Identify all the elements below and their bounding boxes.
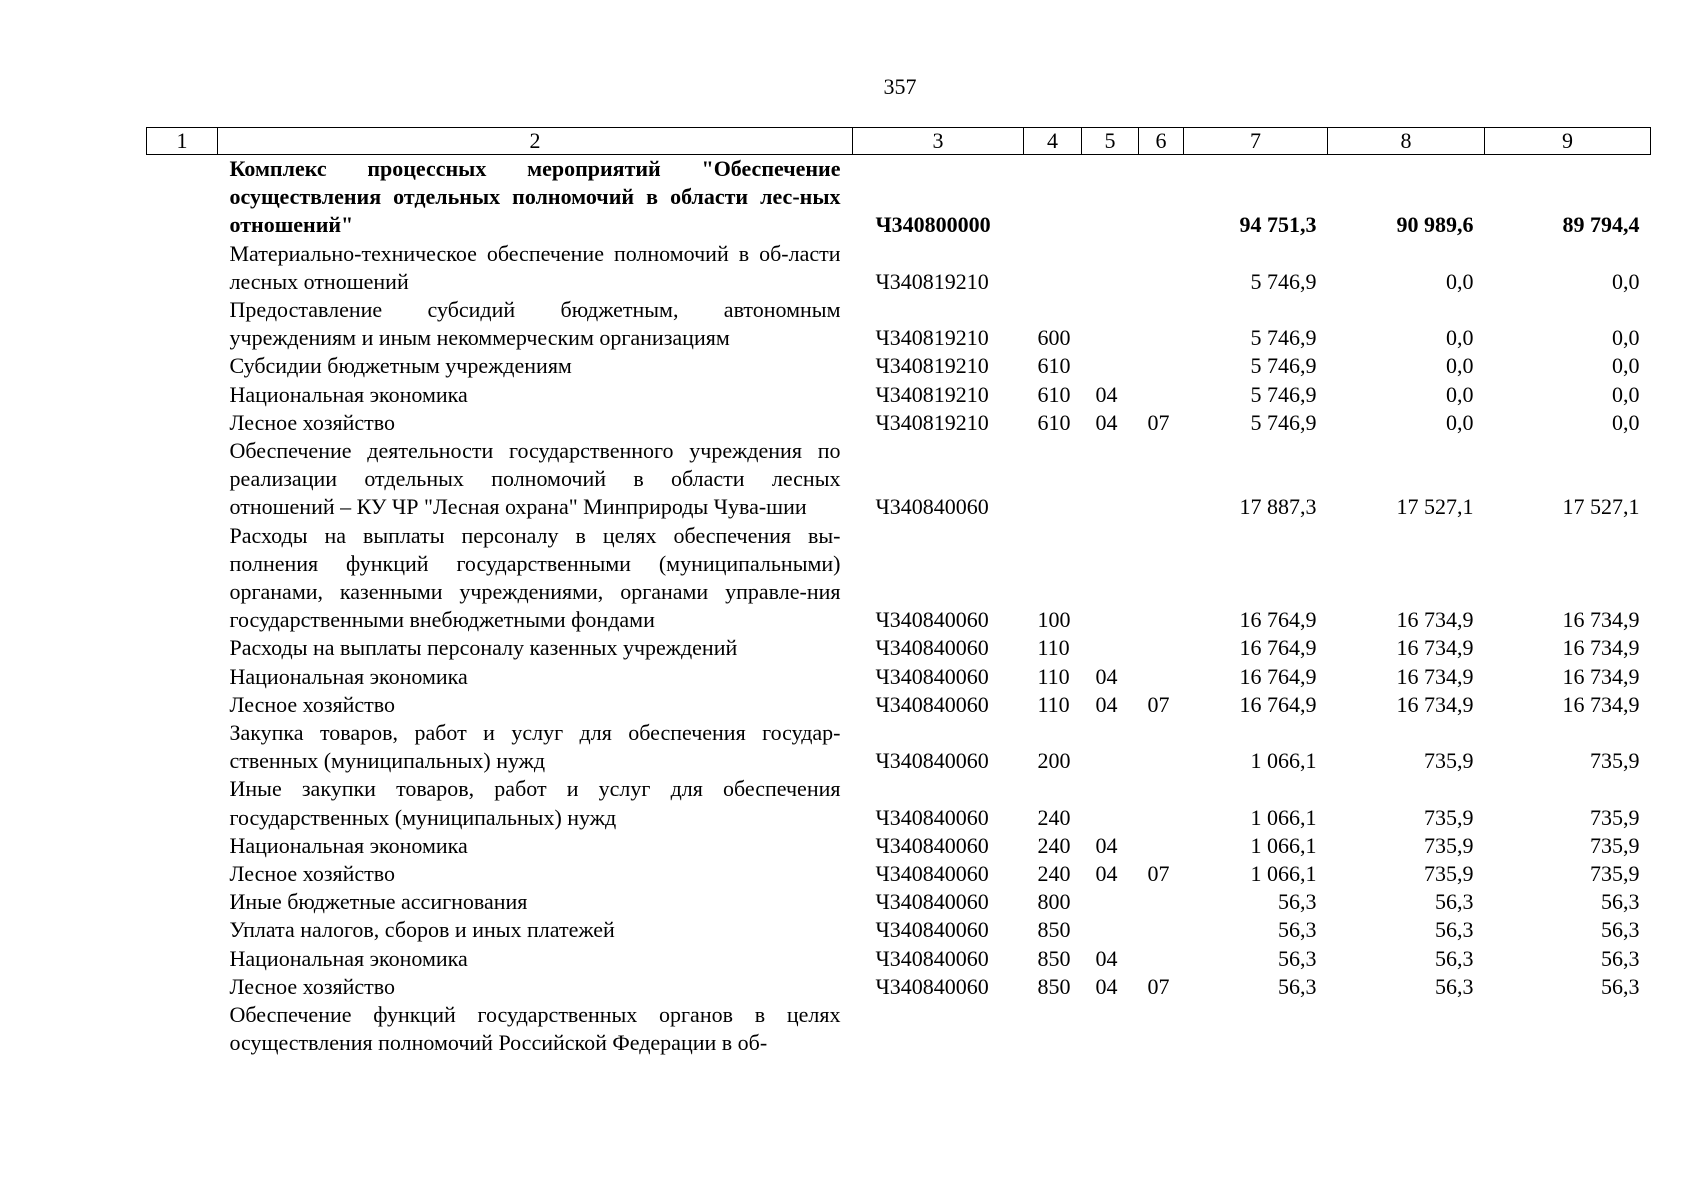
row-target-article-code: Ч340819210 [875,353,989,379]
row-amount-col9: 89 794,4 [1562,212,1640,238]
row-amount-col7: 94 751,3 [1239,212,1317,238]
row-target-article-code: Ч340840060 [875,494,989,520]
row-expense-type-code: 800 [1037,889,1071,915]
row-section-code [1082,352,1139,380]
table-row [147,973,1651,1001]
row-amount-col8: 16 734,9 [1396,663,1474,689]
row-subsection-code [1139,775,1184,831]
table-row [147,691,1651,719]
row-index-cell [147,775,218,831]
row-index-cell [147,973,218,1001]
row-section-code [1082,719,1139,775]
row-amount-col7: 5 746,9 [1250,381,1317,407]
row-amount-col9: 56,3 [1601,917,1640,943]
row-section-code [1082,888,1139,916]
row-amount-col9: 0,0 [1612,325,1640,351]
row-subsection-code [1139,296,1184,352]
row-name: Комплекс процессных мероприятий "Обеспечение осуществления отдельных полномочий в области лес-ных отношений" [229,156,841,238]
row-index-cell [147,409,218,437]
row-section-code [1082,437,1139,522]
row-expense-type-code: 610 [1037,381,1071,407]
table-row [147,663,1651,691]
row-amount-col9: 0,0 [1612,409,1640,435]
row-index-cell [147,916,218,944]
row-expense-type-code: 110 [1037,663,1070,689]
row-amount-col7: 5 746,9 [1250,325,1317,351]
column-number-7: 7 [1184,128,1328,155]
row-index-cell [147,888,218,916]
column-number-4: 4 [1024,128,1082,155]
row-name: Иные бюджетные ассигнования [229,889,528,915]
row-index-cell [147,381,218,409]
row-section-code [1082,155,1139,240]
row-amount-col7: 56,3 [1278,973,1317,999]
row-name: Расходы на выплаты персоналу в целях обеспечения вы-полнения функций государственными (муниципальными) органами, казенными учреждениями, органами управле-ния государственными внебюджетными фондами [229,522,841,633]
row-section-code [1082,634,1139,662]
row-amount-col9: 735,9 [1590,861,1640,887]
budget-table [146,127,1651,1058]
row-section-code: 04 [1095,691,1118,717]
table-row [147,888,1651,916]
row-amount-col7: 56,3 [1278,889,1317,915]
row-name: Национальная экономика [229,663,468,689]
row-name: Предоставление субсидий бюджетным, автономным учреждениям и иным некоммерческим организациям [229,297,841,351]
row-section-code [1082,240,1139,296]
row-name: Лесное хозяйство [229,409,396,435]
row-target-article-code: Ч340819210 [875,268,989,294]
row-target-article-code: Ч340840060 [875,861,989,887]
column-number-3: 3 [853,128,1024,155]
row-index-cell [147,437,218,522]
row-subsection-code [1139,352,1184,380]
row-expense-type-code: 100 [1037,607,1071,633]
row-target-article-code: Ч340819210 [875,325,989,351]
row-target-article-code: Ч340840060 [875,691,989,717]
row-index-cell [147,719,218,775]
row-expense-type-code: 610 [1037,353,1071,379]
row-index-cell [147,240,218,296]
row-target-article-code: Ч340840060 [875,607,989,633]
row-amount-col9: 16 734,9 [1562,607,1640,633]
row-index-cell [147,296,218,352]
row-amount-col8: 56,3 [1435,889,1474,915]
row-expense-type-code: 850 [1037,917,1071,943]
row-amount-col8: 16 734,9 [1396,691,1474,717]
row-target-article-code: Ч340840060 [875,804,989,830]
row-amount-col7: 1 066,1 [1250,832,1317,858]
row-expense-type-code: 850 [1037,973,1071,999]
row-subsection-code [1139,888,1184,916]
row-expense-type-code: 850 [1037,945,1071,971]
row-amount-col9: 16 734,9 [1562,635,1640,661]
row-amount-col9 [1485,1001,1651,1057]
row-subsection-code [1139,1001,1184,1057]
row-section-code: 04 [1095,945,1118,971]
row-name: Лесное хозяйство [229,973,396,999]
row-amount-col7 [1184,1001,1328,1057]
row-amount-col8 [1328,1001,1485,1057]
row-subsection-code: 07 [1147,973,1170,999]
row-expense-type-code: 110 [1037,691,1070,717]
row-amount-col7: 16 764,9 [1239,663,1317,689]
row-expense-type-code: 110 [1037,635,1070,661]
row-amount-col8: 16 734,9 [1396,635,1474,661]
table-row [147,240,1651,296]
row-target-article-code: Ч340840060 [875,832,989,858]
row-target-article-code [853,1001,1024,1057]
row-amount-col9: 0,0 [1612,353,1640,379]
row-section-code: 04 [1095,409,1118,435]
column-number-row [147,128,1651,155]
row-subsection-code: 07 [1147,409,1170,435]
row-index-cell [147,634,218,662]
row-name: Уплата налогов, сборов и иных платежей [229,917,615,943]
row-amount-col8: 56,3 [1435,917,1474,943]
column-number-2: 2 [218,128,853,155]
row-subsection-code [1139,945,1184,973]
table-row [147,155,1651,240]
row-name: Национальная экономика [229,832,468,858]
row-amount-col7: 1 066,1 [1250,748,1317,774]
row-name: Закупка товаров, работ и услуг для обеспечения государ-ственных (муниципальных) нужд [229,720,841,774]
row-expense-type-code [1024,437,1082,522]
row-target-article-code: Ч340819210 [875,409,989,435]
row-name: Расходы на выплаты персоналу казенных учреждений [229,635,738,661]
row-index-cell [147,1001,218,1057]
column-number-6: 6 [1139,128,1184,155]
row-amount-col7: 5 746,9 [1250,353,1317,379]
table-row [147,945,1651,973]
row-target-article-code: Ч340800000 [875,212,991,238]
row-amount-col8: 56,3 [1435,973,1474,999]
row-amount-col8: 735,9 [1424,804,1474,830]
row-target-article-code: Ч340840060 [875,889,989,915]
row-amount-col8: 0,0 [1446,409,1474,435]
column-number-1: 1 [147,128,218,155]
row-index-cell [147,832,218,860]
row-amount-col9: 56,3 [1601,945,1640,971]
row-target-article-code: Ч340840060 [875,945,989,971]
row-section-code [1082,775,1139,831]
row-subsection-code [1139,916,1184,944]
row-expense-type-code: 240 [1037,861,1071,887]
row-section-code: 04 [1095,973,1118,999]
row-amount-col9: 56,3 [1601,973,1640,999]
row-section-code: 04 [1095,861,1118,887]
row-amount-col9: 735,9 [1590,832,1640,858]
row-section-code: 04 [1095,663,1118,689]
row-expense-type-code: 240 [1037,804,1071,830]
row-index-cell [147,663,218,691]
row-index-cell [147,860,218,888]
row-expense-type-code: 200 [1037,748,1071,774]
row-section-code: 04 [1095,381,1118,407]
row-amount-col8: 735,9 [1424,832,1474,858]
table-body [147,155,1651,1058]
row-name: Национальная экономика [229,381,468,407]
row-amount-col9: 17 527,1 [1562,494,1640,520]
row-amount-col7: 5 746,9 [1250,409,1317,435]
table-row [147,352,1651,380]
table-row [147,296,1651,352]
row-subsection-code [1139,240,1184,296]
row-expense-type-code: 240 [1037,832,1071,858]
table-row [147,860,1651,888]
row-amount-col7: 5 746,9 [1250,268,1317,294]
row-amount-col8: 16 734,9 [1396,607,1474,633]
row-amount-col7: 1 066,1 [1250,861,1317,887]
row-amount-col7: 1 066,1 [1250,804,1317,830]
row-amount-col7: 16 764,9 [1239,691,1317,717]
row-expense-type-code: 610 [1037,409,1071,435]
row-section-code [1082,916,1139,944]
row-index-cell [147,155,218,240]
row-amount-col8: 56,3 [1435,945,1474,971]
row-amount-col7: 56,3 [1278,945,1317,971]
row-target-article-code: Ч340840060 [875,748,989,774]
row-subsection-code [1139,663,1184,691]
row-amount-col9: 56,3 [1601,889,1640,915]
row-expense-type-code [1024,155,1082,240]
row-amount-col7: 17 887,3 [1239,494,1317,520]
row-expense-type-code [1024,240,1082,296]
table-row [147,775,1651,831]
row-section-code [1082,522,1139,635]
row-section-code: 04 [1095,832,1118,858]
table-row [147,634,1651,662]
column-number-8: 8 [1328,128,1485,155]
row-name: Лесное хозяйство [229,691,396,717]
row-name: Субсидии бюджетным учреждениям [229,353,572,379]
row-subsection-code: 07 [1147,691,1170,717]
row-subsection-code [1139,381,1184,409]
row-amount-col9: 0,0 [1612,268,1640,294]
table-row [147,522,1651,635]
row-target-article-code: Ч340840060 [875,917,989,943]
column-number-5: 5 [1082,128,1139,155]
row-amount-col9: 16 734,9 [1562,691,1640,717]
row-subsection-code: 07 [1147,861,1170,887]
row-section-code [1082,1001,1139,1057]
row-subsection-code [1139,832,1184,860]
row-section-code [1082,296,1139,352]
row-amount-col8: 0,0 [1446,353,1474,379]
row-index-cell [147,522,218,635]
row-amount-col9: 0,0 [1612,381,1640,407]
row-amount-col8: 0,0 [1446,381,1474,407]
row-amount-col9: 16 734,9 [1562,663,1640,689]
row-index-cell [147,691,218,719]
row-expense-type-code: 600 [1037,325,1071,351]
page-number: 357 [883,74,917,99]
row-name: Обеспечение деятельности государственного учреждения по реализации отдельных полномочий в области лесных отношений – КУ ЧР "Лесная охрана" Минприроды Чува-шии [229,438,841,520]
row-amount-col8: 735,9 [1424,861,1474,887]
row-amount-col8: 0,0 [1446,325,1474,351]
row-name: Иные закупки товаров, работ и услуг для обеспечения государственных (муниципальных) нужд [229,776,841,830]
table-row [147,916,1651,944]
row-index-cell [147,945,218,973]
row-target-article-code: Ч340840060 [875,663,989,689]
table-row [147,1001,1651,1057]
row-amount-col9: 735,9 [1590,804,1640,830]
table-row [147,719,1651,775]
row-amount-col8: 735,9 [1424,748,1474,774]
row-amount-col9: 735,9 [1590,748,1640,774]
table-row [147,832,1651,860]
row-target-article-code: Ч340819210 [875,381,989,407]
row-index-cell [147,352,218,380]
row-name: Материально-техническое обеспечение полномочий в об-ласти лесных отношений [229,240,841,294]
row-subsection-code [1139,634,1184,662]
row-name: Лесное хозяйство [229,861,396,887]
row-expense-type-code [1024,1001,1082,1057]
row-subsection-code [1139,437,1184,522]
table-row [147,381,1651,409]
column-number-9: 9 [1485,128,1651,155]
row-amount-col8: 0,0 [1446,268,1474,294]
row-target-article-code: Ч340840060 [875,973,989,999]
row-amount-col7: 16 764,9 [1239,635,1317,661]
row-subsection-code [1139,155,1184,240]
row-amount-col7: 56,3 [1278,917,1317,943]
row-subsection-code [1139,522,1184,635]
row-amount-col7: 16 764,9 [1239,607,1317,633]
table-row [147,409,1651,437]
row-subsection-code [1139,719,1184,775]
table-row [147,437,1651,522]
row-name: Национальная экономика [229,945,468,971]
row-amount-col8: 17 527,1 [1396,494,1474,520]
row-target-article-code: Ч340840060 [875,635,989,661]
row-amount-col8: 90 989,6 [1396,212,1474,238]
row-name: Обеспечение функций государственных органов в целях осуществления полномочий Российской Федерации в об- [229,1002,841,1056]
